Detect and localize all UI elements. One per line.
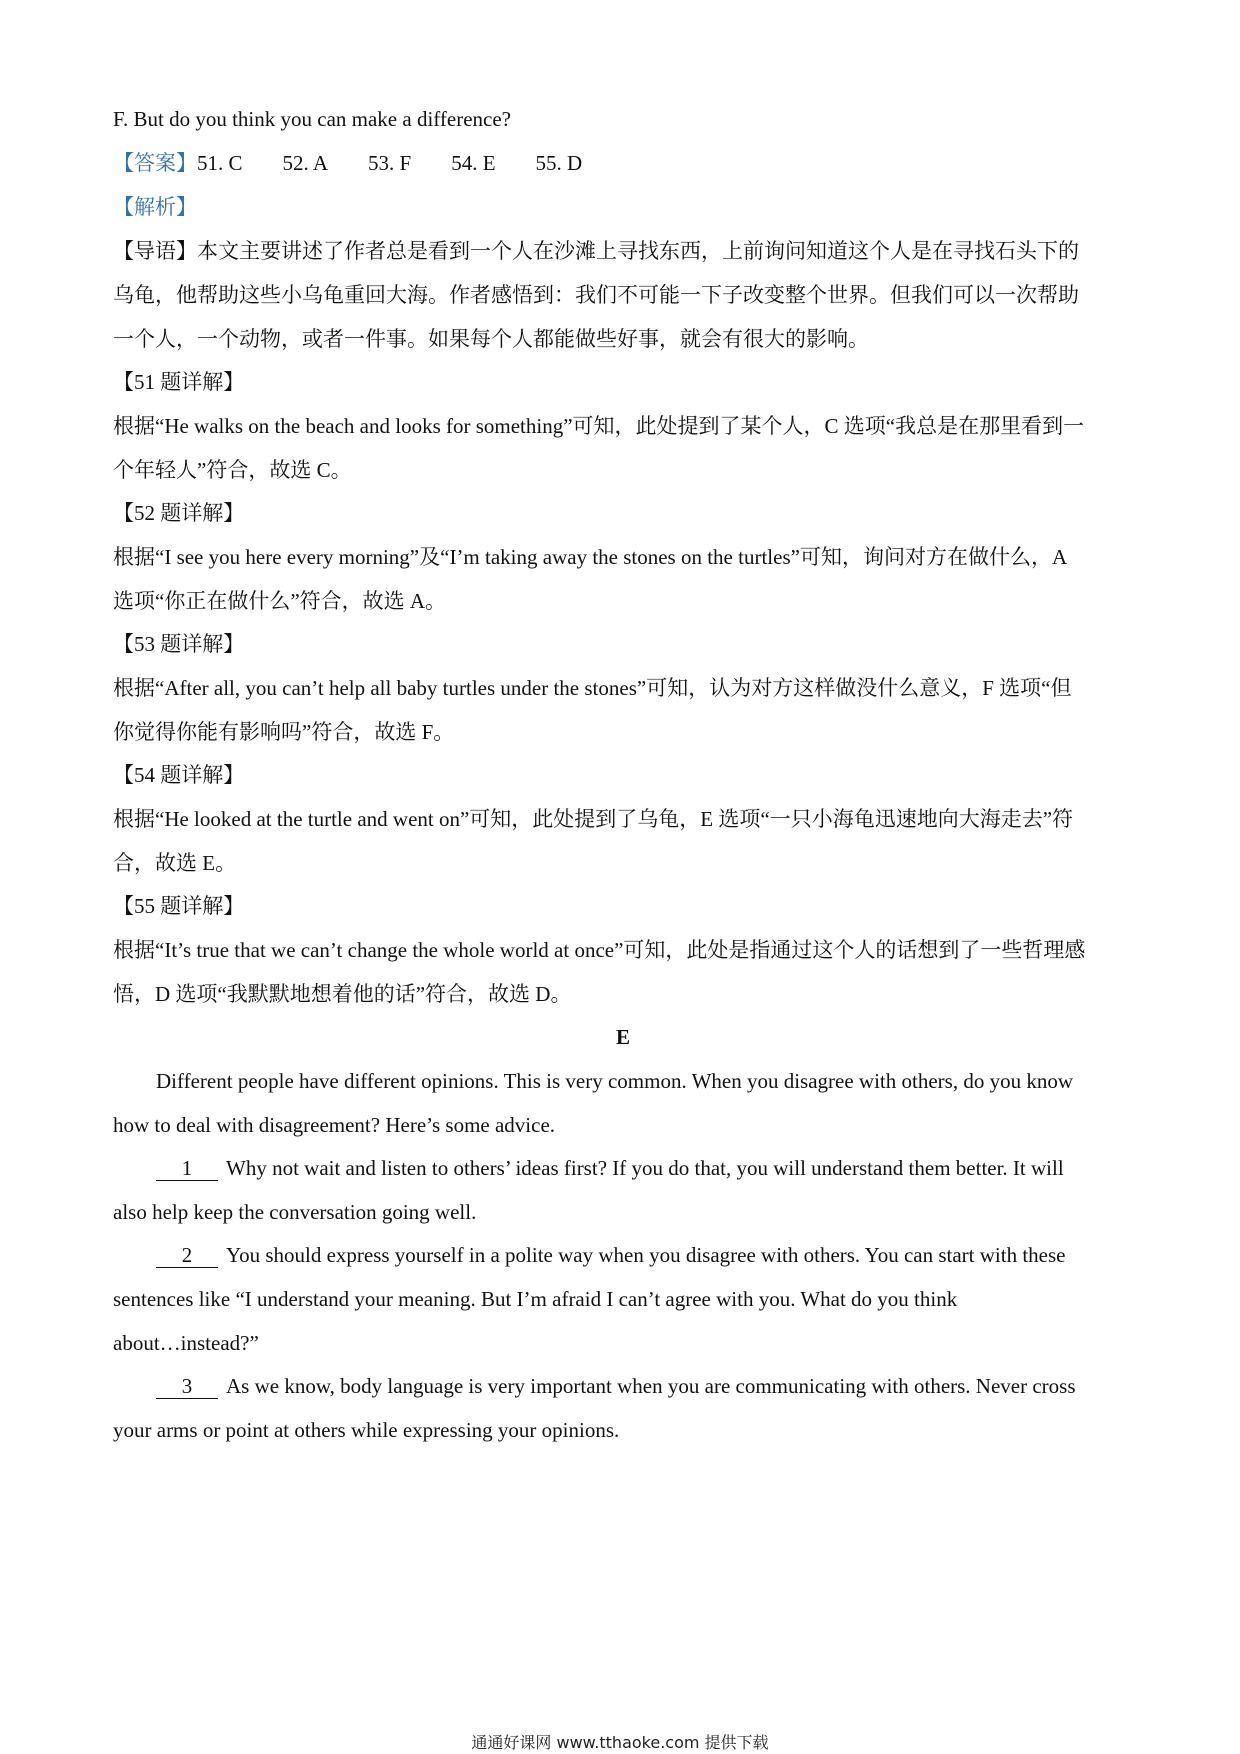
passage-line: about…instead?” xyxy=(113,1331,259,1355)
q54-heading: 【54 题详解】 xyxy=(113,763,245,787)
passage-line: how to deal with disagreement? Here’s some advice. xyxy=(113,1113,556,1137)
passage-line: sentences like “I understand your meaning. But I’m afraid I can’t agree with you. What do you think xyxy=(113,1287,958,1311)
q52-heading: 【52 题详解】 xyxy=(113,501,245,525)
q51-explanation: 个年轻人”符合，故选 C。 xyxy=(113,458,352,482)
passage-text: Why not wait and listen to others’ ideas first? If you do that, you will understand them better. It will xyxy=(226,1156,1064,1180)
q52-explanation: 选项“你正在做什么”符合，故选 A。 xyxy=(113,589,447,613)
intro-line: 【导语】本文主要讲述了作者总是看到一个人在沙滩上寻找东西，上前询问知道这个人是在寻找石头下的 xyxy=(113,239,1079,263)
q53-explanation: 你觉得你能有影响吗”符合，故选 F。 xyxy=(113,720,455,744)
answer-line xyxy=(113,148,1133,178)
answer-item: 54. E xyxy=(451,151,496,175)
answer-item: 52. A xyxy=(282,151,329,175)
analysis-tag: 【解析】 xyxy=(113,195,197,219)
q51-explanation: 根据“He walks on the beach and looks for something”可知，此处提到了某个人，C 选项“我总是在那里看到一 xyxy=(113,414,1085,438)
passage-line xyxy=(156,1240,1133,1270)
q55-explanation: 根据“It’s true that we can’t change the whole world at once”可知，此处是指通过这个人的话想到了一些哲理感 xyxy=(113,938,1086,962)
blank-2: 2 xyxy=(156,1243,218,1268)
q55-explanation: 悟，D 选项“我默默地想着他的话”符合，故选 D。 xyxy=(113,982,572,1006)
passage-text: You should express yourself in a polite way when you disagree with others. You can start with these xyxy=(226,1243,1066,1267)
passage-line: your arms or point at others while expressing your opinions. xyxy=(113,1418,620,1442)
passage-line xyxy=(156,1371,1133,1401)
answer-tag: 【答案】 xyxy=(113,151,197,175)
blank-1: 1 xyxy=(156,1156,218,1181)
q52-explanation: 根据“I see you here every morning”及“I’m taking away the stones on the turtles”可知，询问对方在做什么，A xyxy=(113,545,1068,569)
blank-3: 3 xyxy=(156,1374,218,1399)
q51-heading: 【51 题详解】 xyxy=(113,370,245,394)
passage-line: also help keep the conversation going well. xyxy=(113,1200,477,1224)
section-e-heading: E xyxy=(615,1025,630,1049)
q53-explanation: 根据“After all, you can’t help all baby turtles under the stones”可知，认为对方这样做没什么意义，F 选项“但 xyxy=(113,676,1072,700)
passage-line xyxy=(156,1153,1133,1183)
q54-explanation: 根据“He looked at the turtle and went on”可知，此处提到了乌龟，E 选项“一只小海龟迅速地向大海走去”符 xyxy=(113,807,1074,831)
answer-item: 51. C xyxy=(197,151,243,175)
passage-line: Different people have different opinions. This is very common. When you disagree with others, do you know xyxy=(156,1069,1074,1093)
answer-item: 53. F xyxy=(368,151,412,175)
q53-heading: 【53 题详解】 xyxy=(113,632,245,656)
intro-line: 一个人，一个动物，或者一件事。如果每个人都能做些好事，就会有很大的影响。 xyxy=(113,327,869,351)
option-f-line: F. But do you think you can make a difference? xyxy=(113,107,511,131)
page-footer: 通通好课网 www.tthaoke.com 提供下载 xyxy=(471,1733,769,1752)
answer-item: 55. D xyxy=(535,151,583,175)
q54-explanation: 合，故选 E。 xyxy=(113,851,237,875)
intro-line: 乌龟，他帮助这些小乌龟重回大海。作者感悟到：我们不可能一下子改变整个世界。但我们可以一次帮助 xyxy=(113,283,1079,307)
q55-heading: 【55 题详解】 xyxy=(113,894,245,918)
passage-text: As we know, body language is very important when you are communicating with others. Never cross xyxy=(226,1374,1076,1398)
